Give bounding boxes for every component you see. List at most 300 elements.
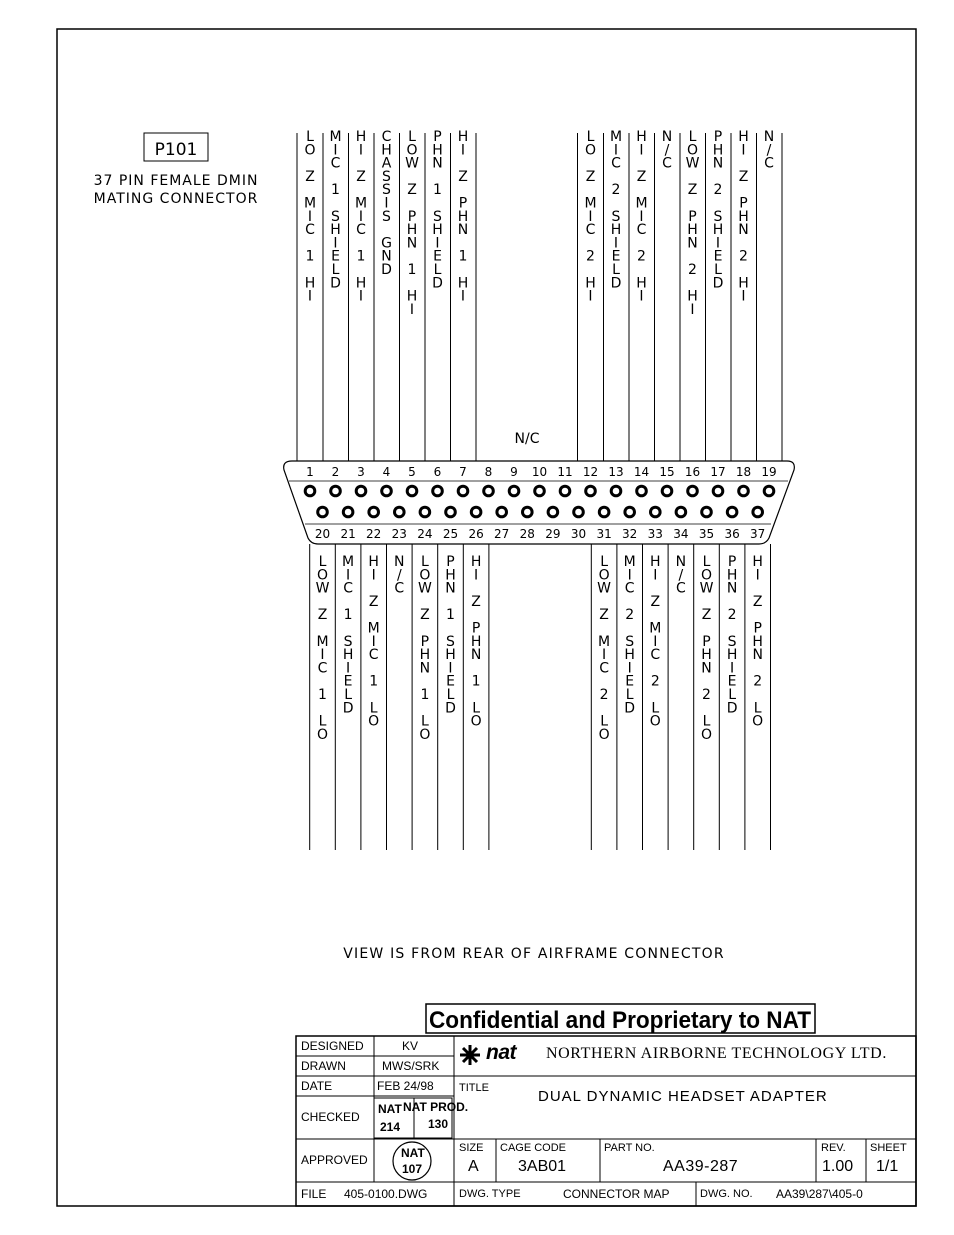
signal-char: 1 [343,607,353,624]
signal-char: O [419,567,431,584]
bottom-signal-label [418,554,432,743]
pin-number-label: 36 [724,527,740,541]
signal-char: N [381,248,392,265]
signal-char: P [727,554,737,570]
pin-socket [586,486,596,496]
signal-char: H [687,222,698,239]
signal-char: M [316,633,329,650]
stamp-prod-top: NAT PROD. [403,1100,469,1114]
signal-char: I [371,567,376,584]
pin-number-label: 8 [484,465,493,479]
bottom-signal-label [471,554,482,730]
signal-char: I [613,142,619,159]
drawing-type-value: CONNECTOR MAP [563,1187,670,1201]
pin-socket [548,507,558,517]
cage-code-label: CAGE CODE [500,1142,567,1154]
signal-char: H [712,142,724,159]
top-wires [297,133,782,461]
signal-char: Z [420,607,430,624]
file-value: 405-0100.DWG [344,1187,428,1201]
signal-char: E [343,673,353,690]
pin-socket [535,486,545,496]
signal-char: P [420,633,430,650]
signal-char: E [446,673,455,690]
signal-char: L [651,700,660,717]
bottom-signal-labels [316,554,764,743]
signal-char: / [664,142,670,159]
size-value: A [468,1158,479,1175]
signal-char: O [598,726,610,743]
pin-number-label: 23 [391,527,407,541]
pin-number-label: 7 [459,465,467,479]
signal-char: I [448,660,453,677]
signal-char: D [712,275,724,292]
signal-char: H [419,647,431,664]
cage-code-value: 3AB01 [518,1158,567,1175]
signal-char: E [713,248,723,265]
signal-char: I [741,288,746,305]
signal-char: I [358,208,364,225]
signal-char: N [394,554,405,570]
signal-char: H [712,222,724,239]
signal-char: H [368,554,379,570]
signal-char: I [346,660,351,677]
bottom-signal-label [342,554,354,716]
signal-char: H [457,275,469,292]
pin-socket [651,507,661,517]
signal-char: S [446,633,455,650]
signal-char: N [432,155,443,172]
top-signal-label [381,129,392,278]
signal-char: 2 [753,673,763,690]
top-signal-label [405,129,419,318]
signal-char: W [597,580,612,597]
pin-number-label: 22 [366,527,382,541]
signal-char: O [304,142,316,159]
signal-char: I [384,195,389,212]
signal-char: H [738,208,749,225]
signal-char: H [585,275,596,292]
pin-number-label: 21 [340,527,356,541]
signal-char: N [406,235,418,252]
signal-char: C [356,222,366,239]
signal-char: I [613,235,619,252]
signal-char: L [600,713,609,730]
signal-char: I [639,208,644,225]
signal-char: 1 [420,687,430,703]
pin-number-label: 18 [735,465,752,479]
signal-char: C [599,660,609,677]
signal-char: L [420,713,429,730]
drawing-type-label: DWG. TYPE [459,1188,521,1200]
bottom-signal-label [624,554,636,716]
signal-char: D [726,700,738,717]
pin-socket [356,486,366,496]
signal-char: M [342,554,355,570]
signal-char: P [702,633,711,650]
pin-number-label: 27 [494,527,510,541]
signal-char: S [713,208,723,225]
signal-char: E [611,248,621,265]
signal-char: I [358,142,364,159]
bottom-signal-label [368,554,380,730]
signal-char: 1 [318,687,327,703]
signal-char: 2 [739,248,748,265]
pin-socket [407,486,417,496]
signal-char: M [609,129,623,145]
pin-grid [305,465,776,541]
pin-socket [688,486,698,496]
pin-socket [625,507,635,517]
signal-char: S [382,168,391,185]
signal-char: I [358,288,364,305]
signal-char: I [741,142,746,159]
pin-socket [446,507,456,517]
signal-char: O [316,567,329,584]
signal-char: S [343,633,353,650]
signal-char: I [320,647,325,664]
signal-char: N [701,660,712,677]
signal-char: D [381,262,392,278]
confidential-notice: Confidential and Proprietary to NAT [429,1007,812,1034]
signal-char: C [624,580,635,597]
signal-char: I [588,288,593,305]
pin-socket [764,486,774,496]
pin-number-label: 35 [698,527,715,541]
pin-number-label: 20 [314,527,331,541]
signal-char: L [446,687,455,703]
top-signal-label [738,129,749,305]
title-label: TITLE [459,1082,489,1094]
signal-char: P [407,208,417,225]
pin-number-label: 2 [331,465,340,479]
signal-char: Z [701,607,712,624]
signal-char: O [584,142,597,159]
signal-char: I [715,235,721,252]
bottom-signal-label [676,554,686,597]
signal-char: I [627,660,632,677]
pin-socket [739,486,749,496]
signal-char: M [584,195,597,212]
signal-char: Z [650,593,661,610]
signal-char: H [636,275,647,292]
signal-char: H [445,567,456,584]
signal-char: H [342,647,354,664]
stamp-nat-107-bottom: 107 [402,1162,423,1176]
signal-char: 2 [650,673,660,690]
signal-char: L [625,687,634,703]
signal-char: L [369,700,378,717]
signal-char: N [661,129,673,145]
pin-number-label: 16 [684,465,701,479]
signal-char: 2 [611,182,621,199]
signal-char: O [419,726,431,743]
signal-char: 2 [599,687,609,703]
pin-socket [753,507,763,517]
signal-char: L [306,129,314,145]
signal-char: C [305,222,315,239]
signal-char: H [432,142,443,159]
signal-char: 1 [471,673,481,690]
signal-char: N [752,647,763,664]
signal-char: L [318,554,327,570]
signal-char: H [610,222,622,239]
sheet-label: SHEET [870,1142,907,1154]
drawn-value: MWS/SRK [382,1059,440,1073]
signal-char: 2 [713,182,723,199]
bottom-signal-label [752,554,763,730]
signal-char: I [346,567,351,584]
signal-char: D [624,700,636,717]
top-signal-label [329,129,341,291]
pin-socket [611,486,621,496]
signal-char: N [445,580,456,597]
signal-char: Z [738,168,749,185]
signal-char: H [457,208,469,225]
signal-char: L [714,262,722,278]
signal-char: 1 [446,607,455,624]
signal-char: O [649,713,661,730]
signal-char: L [318,713,327,730]
signal-char: I [333,235,338,252]
signal-char: H [726,567,738,584]
signal-char: L [344,687,353,703]
signal-char: H [355,275,367,292]
signal-char: L [612,262,620,278]
pin-socket [420,507,430,517]
signal-char: O [406,142,418,159]
signal-char: H [726,647,738,664]
signal-char: W [405,155,419,172]
signal-char: O [752,713,764,730]
pin-socket [343,507,353,517]
signal-char: H [701,647,712,664]
drawing-number-label: DWG. NO. [700,1188,753,1200]
nat-logo-text: nat [486,1041,516,1064]
pin-number-label: 25 [442,527,459,541]
pin-socket [305,486,315,496]
signal-char: P [433,129,442,145]
pin-number-label: 5 [408,465,416,479]
top-signal-label [355,129,367,305]
signal-char: C [650,647,661,664]
signal-char: H [752,633,763,650]
signal-char: H [406,222,418,239]
pin-socket [676,507,686,517]
pin-socket [369,507,379,517]
drawing-number-value: AA39\287\405-0 [776,1187,863,1201]
pin-number-label: 1 [306,465,314,479]
connector-description-line2: MATING CONNECTOR [93,191,259,207]
signal-char: C [676,580,686,597]
top-signal-label [635,129,647,305]
view-note: VIEW IS FROM REAR OF AIRFRAME CONNECTOR [343,946,725,962]
pin-number-label: 37 [750,527,766,541]
signal-char: 1 [369,673,379,690]
signal-char: 2 [625,607,635,624]
pin-socket [331,486,341,496]
bottom-signal-label [727,554,738,716]
top-signal-label [662,129,672,172]
signal-char: A [381,155,392,172]
pin-socket [727,507,737,517]
signal-char: Z [356,168,366,185]
connector-label: P101 [154,140,198,160]
signal-char: W [315,580,330,597]
signal-char: 1 [305,248,315,265]
signal-char: W [417,580,432,597]
top-signal-label [686,129,700,318]
signal-char: P [739,195,748,212]
bottom-signal-label [316,554,330,743]
signal-char: H [624,647,635,664]
pin-socket [382,486,392,496]
signal-char: Z [458,168,468,185]
pin-number-label: 24 [417,527,433,541]
pin-socket [484,486,494,496]
signal-char: H [738,129,749,145]
signal-char: Z [599,607,609,624]
pin-number-label: 10 [531,465,548,479]
signal-char: N [457,222,469,239]
signal-char: / [766,142,772,159]
signal-char: M [635,195,648,212]
signal-char: I [730,660,735,677]
pin-socket [433,486,443,496]
revision-label: REV. [821,1142,846,1154]
signal-char: L [586,129,595,145]
part-number-label: PART NO. [604,1142,655,1154]
signal-char: N [687,235,698,252]
signal-char: H [406,288,418,305]
signal-char: I [602,647,607,664]
signal-char: N [726,580,738,597]
signal-char: C [585,222,596,239]
signal-char: W [699,580,714,597]
signal-char: N [470,647,482,664]
signal-char: I [690,301,695,318]
signal-char: H [470,633,482,650]
signal-char: P [688,208,697,225]
signal-char: 1 [356,248,366,265]
checked-label: CHECKED [301,1110,360,1124]
signal-char: G [381,235,392,252]
pin-number-label: 33 [647,527,663,541]
signal-char: O [700,726,713,743]
signal-char: P [471,620,481,637]
signal-char: 1 [433,182,442,199]
signal-char: O [598,567,610,584]
signal-char: E [331,248,340,265]
signal-char: P [753,620,762,637]
pin-number-label: 3 [357,465,365,479]
pin-socket [702,507,712,517]
pin-socket [637,486,647,496]
signal-char: H [650,554,661,570]
signal-char: D [445,700,456,717]
top-signal-label [764,129,774,172]
company-name: NORTHERN AIRBORNE TECHNOLOGY LTD. [546,1045,887,1062]
signal-char: Z [471,593,481,610]
pin-socket [560,486,570,496]
signal-char: C [662,155,672,172]
pin-socket [713,486,723,496]
pin-number-label: 26 [468,527,484,541]
signal-char: H [432,222,443,239]
pin-number-label: 28 [519,527,535,541]
pin-number-label: 19 [761,465,777,479]
signal-char: I [409,301,415,318]
signal-char: N [712,155,724,172]
date-label: DATE [301,1079,333,1093]
signal-char: C [330,155,341,172]
signal-char: / [678,567,684,584]
signal-char: S [331,208,340,225]
signal-char: L [702,554,711,570]
signal-char: D [432,275,443,292]
pin-number-label: 15 [659,465,675,479]
signal-char: Z [407,182,417,199]
signal-char: E [625,673,635,690]
signal-char: I [755,567,760,584]
pin-socket [509,486,519,496]
stamp-nat-214-top: NAT [378,1102,402,1116]
signal-char: L [420,554,429,570]
signal-char: P [446,554,455,570]
signal-char: Z [305,168,315,185]
signal-char: H [381,142,392,159]
pin-number-label: 31 [596,527,612,541]
signal-char: M [303,195,317,212]
top-signal-label [458,129,469,305]
signal-char: M [367,620,380,637]
signal-char: H [738,275,749,292]
pin-socket [458,486,468,496]
signal-char: D [610,275,622,292]
pin-number-label: 11 [557,465,573,479]
signal-char: H [355,129,367,145]
signal-char: C [611,155,621,172]
signal-char: I [307,288,313,305]
signal-char: O [686,142,699,159]
signal-char: L [433,262,442,278]
signal-char: I [639,288,644,305]
top-signal-label [432,129,443,291]
signal-char: Z [368,593,379,610]
pin-number-label: 32 [622,527,638,541]
pin-socket [574,507,584,517]
signal-char: I [474,567,479,584]
sheet-value: 1/1 [876,1158,899,1175]
signal-char: L [408,129,416,145]
signal-char: S [611,208,621,225]
signal-char: O [368,713,380,730]
drawn-label: DRAWN [301,1059,346,1073]
signal-char: 1 [458,248,468,265]
pin-socket [318,507,328,517]
signal-char: H [457,129,469,145]
bottom-signal-label [597,554,611,743]
signal-char: L [702,713,711,730]
signal-char: N [738,222,749,239]
top-signal-label [713,129,724,291]
top-signal-label [304,129,316,305]
revision-value: 1.00 [822,1158,854,1175]
pin-number-label: 29 [545,527,561,541]
pin-number-label: 14 [633,465,650,479]
pin-socket [662,486,672,496]
pin-number-label: 12 [582,465,599,479]
